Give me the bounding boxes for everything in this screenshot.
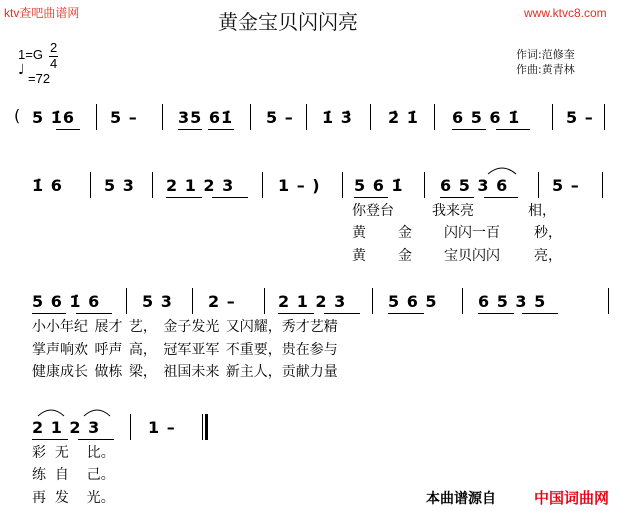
lyric-line: 再 发 光。 bbox=[32, 490, 115, 506]
site-watermark-left: ktv查吧曲谱网 bbox=[4, 6, 80, 20]
measure: 2̇ 1̇ bbox=[388, 108, 419, 127]
time-signature-top: 2 bbox=[50, 40, 58, 55]
song-title: 黄金宝贝闪闪亮 bbox=[218, 10, 358, 34]
tie-icon bbox=[82, 404, 112, 418]
tie-icon bbox=[36, 404, 66, 418]
tie-icon bbox=[486, 162, 518, 176]
lyric-line: 你登台 我来亮 相， bbox=[352, 203, 556, 219]
measure: 5 1̇6 bbox=[32, 108, 75, 127]
lyric-line: 黄 金 闪闪一百 秒， bbox=[352, 225, 562, 241]
time-signature-bottom: 4 bbox=[50, 56, 58, 71]
tempo: =72 bbox=[28, 71, 51, 86]
measure: 1̇ 3̇ bbox=[322, 108, 353, 127]
measure: 1 – ) bbox=[278, 176, 321, 195]
lyric-line: 小小年纪 展才 艺， 金子发光 又闪耀，秀才艺精 bbox=[32, 319, 338, 335]
lyric-line: 健康成长 做栋 梁， 祖国未来 新主人，贡献力量 bbox=[32, 364, 338, 380]
measure: 2 1 2 3 bbox=[278, 292, 347, 311]
measure: 5 3 bbox=[104, 176, 135, 195]
source-label: 本曲谱源自 bbox=[426, 491, 496, 507]
measure: 5 – bbox=[266, 108, 294, 127]
site-watermark-right: www.ktvc8.com bbox=[524, 6, 607, 20]
measure: 5 6 1̇ bbox=[354, 176, 404, 195]
measure: 1̇ 6 bbox=[32, 176, 63, 195]
measure: 2 1 2 3 bbox=[166, 176, 235, 195]
lyric-line: 彩 无 比。 bbox=[32, 445, 115, 461]
lyric-line: 练 自 己。 bbox=[32, 467, 115, 483]
composer-credit: 作曲:黄青林 bbox=[516, 63, 575, 76]
repeat-paren: ( bbox=[14, 106, 22, 125]
measure: 5 3 bbox=[142, 292, 173, 311]
measure: 6 5 3 6 bbox=[440, 176, 509, 195]
measure: 1 – bbox=[148, 418, 176, 437]
measure: 6 5 6 1̇ bbox=[452, 108, 521, 127]
measure: 5 – bbox=[566, 108, 594, 127]
measure: 2 1 2 3 bbox=[32, 418, 101, 437]
measure: 5 6 5 bbox=[388, 292, 438, 311]
key-signature: 1=G bbox=[18, 47, 43, 62]
lyric-line: 黄 金 宝贝闪闪 亮， bbox=[352, 248, 562, 264]
measure: 6 5 3 5 bbox=[478, 292, 547, 311]
measure: 2 – bbox=[208, 292, 236, 311]
source-site-link[interactable]: 中国词曲网 bbox=[534, 489, 610, 507]
lyricist-credit: 作词:范修奎 bbox=[516, 48, 575, 61]
lyric-line: 掌声响欢 呼声 高， 冠军亚军 不重要，贵在参与 bbox=[32, 342, 338, 358]
measure: 5 6 1̇ 6 bbox=[32, 292, 101, 311]
quarter-note-icon: ♩ bbox=[18, 62, 25, 78]
measure: 5 – bbox=[552, 176, 580, 195]
measure: 5 – bbox=[110, 108, 138, 127]
measure: 35 61̇ bbox=[178, 108, 234, 127]
